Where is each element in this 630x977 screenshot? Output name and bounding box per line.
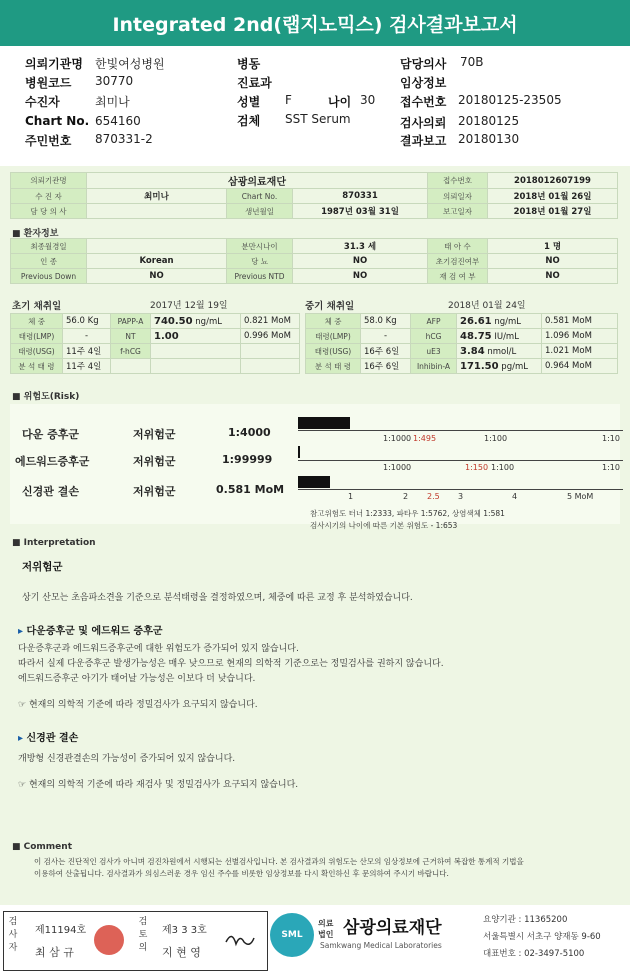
mid-analysis-age: 16주 6일 <box>361 359 411 374</box>
risk-bar-edwards <box>298 446 300 458</box>
hospital-name: 한빛여성병원 <box>95 57 165 71</box>
label: 체 중 <box>306 314 361 329</box>
label: 태령(USG) <box>11 344 63 359</box>
mid-lmp: - <box>361 329 411 344</box>
sml-logo-icon: SML <box>270 913 314 957</box>
first-lmp: - <box>63 329 111 344</box>
risk-level-edwards: 저위험군 <box>133 455 176 468</box>
risk-bar-down <box>298 417 350 429</box>
doctor-value: 70B <box>460 55 484 69</box>
label: 성별 <box>237 95 261 109</box>
patient-name: 최미나 <box>95 95 130 109</box>
pappa-value: 740.50 <box>154 315 193 327</box>
mid-date: 2018년 01월 24일 <box>448 301 526 311</box>
label: 검체 <box>237 114 261 128</box>
facility-code: 요양기관 : 11365200 <box>483 915 568 925</box>
scale-tick: 4 <box>512 492 518 501</box>
label: 병동 <box>237 57 261 71</box>
note-text: 현재의 의학적 기준에 따라 정밀검사가 요구되지 않습니다. <box>28 700 258 710</box>
risk-name-edwards: 에드워드증후군 <box>15 455 90 468</box>
label: 체 중 <box>11 314 63 329</box>
label: 재 검 여 부 <box>428 269 488 284</box>
comment-heading: ■ Comment <box>12 842 72 852</box>
report-date: 20180130 <box>458 132 520 146</box>
mid-section-heading: 중기 채취일 <box>305 301 355 312</box>
subheading-text: 신경관 결손 <box>26 733 79 744</box>
label: 분만시나이 <box>227 239 293 254</box>
label: 결과보고 <box>400 134 447 148</box>
risk-bar-ntd <box>298 476 330 488</box>
label: 검사의뢰 <box>400 116 447 130</box>
scale-marker: 2.5 <box>427 492 440 501</box>
scale-tick: 3 <box>458 492 464 501</box>
label: 접수번호 <box>428 173 488 189</box>
label: Inhibin-A <box>411 359 457 374</box>
reviewer-label: 검토의 <box>138 917 148 953</box>
scale-tick: 1:100 <box>484 434 508 443</box>
label: 의뢰기관명 <box>25 57 83 71</box>
risk-value-down: 1:4000 <box>228 426 271 439</box>
race-value: Korean <box>87 254 227 269</box>
label: 임상정보 <box>400 76 447 90</box>
bullet-icon: ▸ <box>18 733 27 744</box>
label: PAPP-A <box>111 314 151 329</box>
scale-tick: 1:10 <box>602 463 620 472</box>
first-analysis-age: 11주 4일 <box>63 359 111 374</box>
scale-marker: 1:495 <box>413 434 437 443</box>
reference-risk: 참고위험도 터너 1:2333, 파타우 1:5762, 상염색체 1:581 <box>310 509 505 518</box>
scale-marker: 1:150 <box>465 463 489 472</box>
interpretation-note <box>18 697 258 710</box>
interpretation-text: 에드워드증후군 아기가 태어날 가능성은 이보다 더 낮습니다. <box>18 674 256 684</box>
scale-tick: 1:1000 <box>383 434 412 443</box>
label: uE3 <box>411 344 457 359</box>
scale-tick: 5 MoM <box>567 492 594 501</box>
inhibin-mom: 0.964 MoM <box>542 359 618 374</box>
interpretation-subheading <box>18 729 78 744</box>
pointing-hand-icon: ☞ <box>18 780 29 790</box>
label: 태령(LMP) <box>11 329 63 344</box>
pappa-unit: ng/mL <box>195 316 222 327</box>
previous-down-value: NO <box>87 269 227 284</box>
early-screen-value: NO <box>488 254 618 269</box>
label: f-hCG <box>111 344 151 359</box>
label: Previous Down <box>11 269 87 284</box>
afp-unit: ng/mL <box>494 316 522 327</box>
pointing-hand-icon: ☞ <box>18 700 29 710</box>
report-title: Integrated 2nd(랩지노믹스) 검사결과보고서 <box>0 0 630 46</box>
risk-scale-line <box>298 430 623 431</box>
risk-section-heading: ■ 위험도(Risk) <box>12 392 80 402</box>
subheading-text: 다운증후군 및 에드워드 증후군 <box>26 626 163 637</box>
label: 주민번호 <box>25 134 72 148</box>
ue3-mom: 1.021 MoM <box>542 344 618 359</box>
org-name: 삼광의료재단 <box>343 918 442 938</box>
nt-value: 1.00 <box>154 330 179 342</box>
signature-icon <box>222 928 258 952</box>
label: 접수번호 <box>400 95 447 109</box>
inhibin-unit: pg/mL <box>501 361 528 372</box>
label: 의뢰기관명 <box>11 173 87 189</box>
interpretation-text: 따라서 실제 다운증후군 발생가능성은 매우 낮으므로 현재의 의학적 기준으로는 정밀검사를 권하지 않습니다. <box>18 659 444 669</box>
label: 태령(USG) <box>306 344 361 359</box>
request-date: 20180125 <box>458 114 520 128</box>
retest-value: NO <box>488 269 618 284</box>
receipt-number: 20180125-23505 <box>458 93 562 107</box>
reviewer-name: 지 현 영 <box>162 946 201 959</box>
scale-tick: 1:10 <box>602 434 620 443</box>
first-section-heading: 초기 채취일 <box>12 301 62 312</box>
first-date: 2017년 12월 19일 <box>150 301 228 311</box>
interpretation-text: 다운증후군과 에드워드증후군에 대한 위험도가 증가되어 있지 않습니다. <box>18 644 299 654</box>
label: Previous NTD <box>227 269 293 284</box>
baseline-risk: 검사시기의 나이에 따른 기본 위험도 - 1:653 <box>310 521 458 530</box>
lab-chart-no: 870331 <box>293 189 428 204</box>
risk-scale-line <box>298 460 623 461</box>
hcg-unit: IU/mL <box>494 331 519 342</box>
interpretation-text: 상기 산모는 초음파소견을 기준으로 분석태령을 결정하였으며, 체중에 따른 교정 후 분석하였습니다. <box>22 593 413 603</box>
org-type: 의료 법인 <box>318 919 334 939</box>
mid-weight: 58.0 Kg <box>361 314 411 329</box>
interpretation-text: 개방형 신경관결손의 가능성이 증가되어 있지 않습니다. <box>18 754 236 764</box>
previous-ntd-value: NO <box>293 269 428 284</box>
diabetes-value: NO <box>293 254 428 269</box>
note-text: 현재의 의학적 기준에 따라 재검사 및 정밀검사가 요구되지 않습니다. <box>28 780 299 790</box>
mother-age: 31.3 세 <box>293 239 428 254</box>
verifier-name: 최 삼 규 <box>35 946 74 959</box>
risk-name-down: 다운 증후군 <box>22 428 79 441</box>
interpretation-note <box>18 777 298 790</box>
verifier-license: 제11194호 <box>35 925 87 936</box>
scale-tick: 1:100 <box>491 463 515 472</box>
first-weight: 56.0 Kg <box>63 314 111 329</box>
label: 태령(LMP) <box>306 329 361 344</box>
label: Chart No. <box>227 189 293 204</box>
risk-value-ntd: 0.581 MoM <box>216 483 285 496</box>
label: 병원코드 <box>25 76 72 90</box>
label: AFP <box>411 314 457 329</box>
age-value: 30 <box>360 93 376 107</box>
label: 최종월경일 <box>11 239 87 254</box>
patient-table <box>10 238 618 284</box>
sex-value: F <box>285 93 292 107</box>
resident-number: 870331-2 <box>95 132 153 146</box>
risk-level-down: 저위험군 <box>133 428 176 441</box>
hospital-code: 30770 <box>95 74 134 88</box>
inhibin-value: 171.50 <box>460 360 499 372</box>
label: 보고일자 <box>428 204 488 219</box>
label: 담당의사 <box>400 57 447 71</box>
comment-text: 이용하여 산출됩니다. 검사결과가 의심스러운 경우 임신 주수를 비롯한 임상정보를 다시 확인하신 후 문의하여 주시기 바랍니다. <box>34 869 449 878</box>
label: NT <box>111 329 151 344</box>
label: 담 당 의 사 <box>11 204 87 219</box>
interpretation-subheading <box>18 622 163 637</box>
label: 분 석 태 령 <box>11 359 63 374</box>
specimen-value: SST Serum <box>285 112 351 126</box>
pappa-mom: 0.821 MoM <box>241 314 300 329</box>
verifier-label: 검사자 <box>8 917 18 953</box>
label: hCG <box>411 329 457 344</box>
patient-section-heading: ■ 환자정보 <box>12 229 59 239</box>
lab-birth-date: 1987년 03월 31일 <box>293 204 428 219</box>
org-name-en: Samkwang Medical Laboratories <box>320 941 442 950</box>
label: 분 석 태 령 <box>306 359 361 374</box>
label: 수진자 <box>25 95 60 109</box>
label: 수 진 자 <box>11 189 87 204</box>
lab-org-name: 삼광의료재단 <box>87 173 428 189</box>
risk-value-edwards: 1:99999 <box>222 453 273 466</box>
address: 서울특별시 서초구 양재동 9-60 <box>483 932 601 942</box>
comment-text: 이 검사는 진단적인 검사가 아니며 검진차원에서 시행되는 선별검사입니다. 본 검사결과의 위험도는 산모의 임상정보에 근거하여 복잡한 통계적 기법을 <box>34 857 524 866</box>
mid-trimester-table <box>305 313 618 374</box>
lab-report-date: 2018년 01월 27일 <box>488 204 618 219</box>
afp-mom: 0.581 MoM <box>542 314 618 329</box>
chart-number: 654160 <box>95 114 141 128</box>
label: 생년월일 <box>227 204 293 219</box>
scale-tick: 1 <box>348 492 354 501</box>
risk-level-ntd: 저위험군 <box>133 485 176 498</box>
afp-value: 26.61 <box>460 315 492 327</box>
ue3-value: 3.84 <box>460 345 485 357</box>
lab-receipt-no: 2018012607199 <box>488 173 618 189</box>
scale-tick: 2 <box>403 492 409 501</box>
label: 진료과 <box>237 76 272 90</box>
label: 초기검진여부 <box>428 254 488 269</box>
hcg-value: 48.75 <box>460 330 492 342</box>
risk-name-ntd: 신경관 결손 <box>22 485 79 498</box>
label: 당 뇨 <box>227 254 293 269</box>
hcg-mom: 1.096 MoM <box>542 329 618 344</box>
label: 인 종 <box>11 254 87 269</box>
mid-usg: 16주 6일 <box>361 344 411 359</box>
seal-icon <box>94 925 124 955</box>
reviewer-license: 제3 3 3호 <box>162 925 207 936</box>
lab-request-date: 2018년 01월 26일 <box>488 189 618 204</box>
label: 의뢰일자 <box>428 189 488 204</box>
label: 태 아 수 <box>428 239 488 254</box>
interpretation-title: 저위험군 <box>22 561 63 573</box>
risk-scale-line <box>298 489 623 490</box>
first-usg: 11주 4일 <box>63 344 111 359</box>
label: 나이 <box>328 95 352 109</box>
interpretation-heading: ■ Interpretation <box>12 538 96 548</box>
bullet-icon: ▸ <box>18 626 27 637</box>
label: Chart No. <box>25 114 90 128</box>
patient-info-block <box>0 50 630 160</box>
scale-tick: 1:1000 <box>383 463 412 472</box>
nt-mom: 0.996 MoM <box>241 329 300 344</box>
lab-patient-name: 최미나 <box>87 189 227 204</box>
ue3-unit: nmol/L <box>487 346 517 357</box>
lab-header-table <box>10 172 618 219</box>
first-trimester-table <box>10 313 300 374</box>
phone: 대표번호 : 02-3497-5100 <box>483 949 585 959</box>
fetus-count: 1 명 <box>488 239 618 254</box>
